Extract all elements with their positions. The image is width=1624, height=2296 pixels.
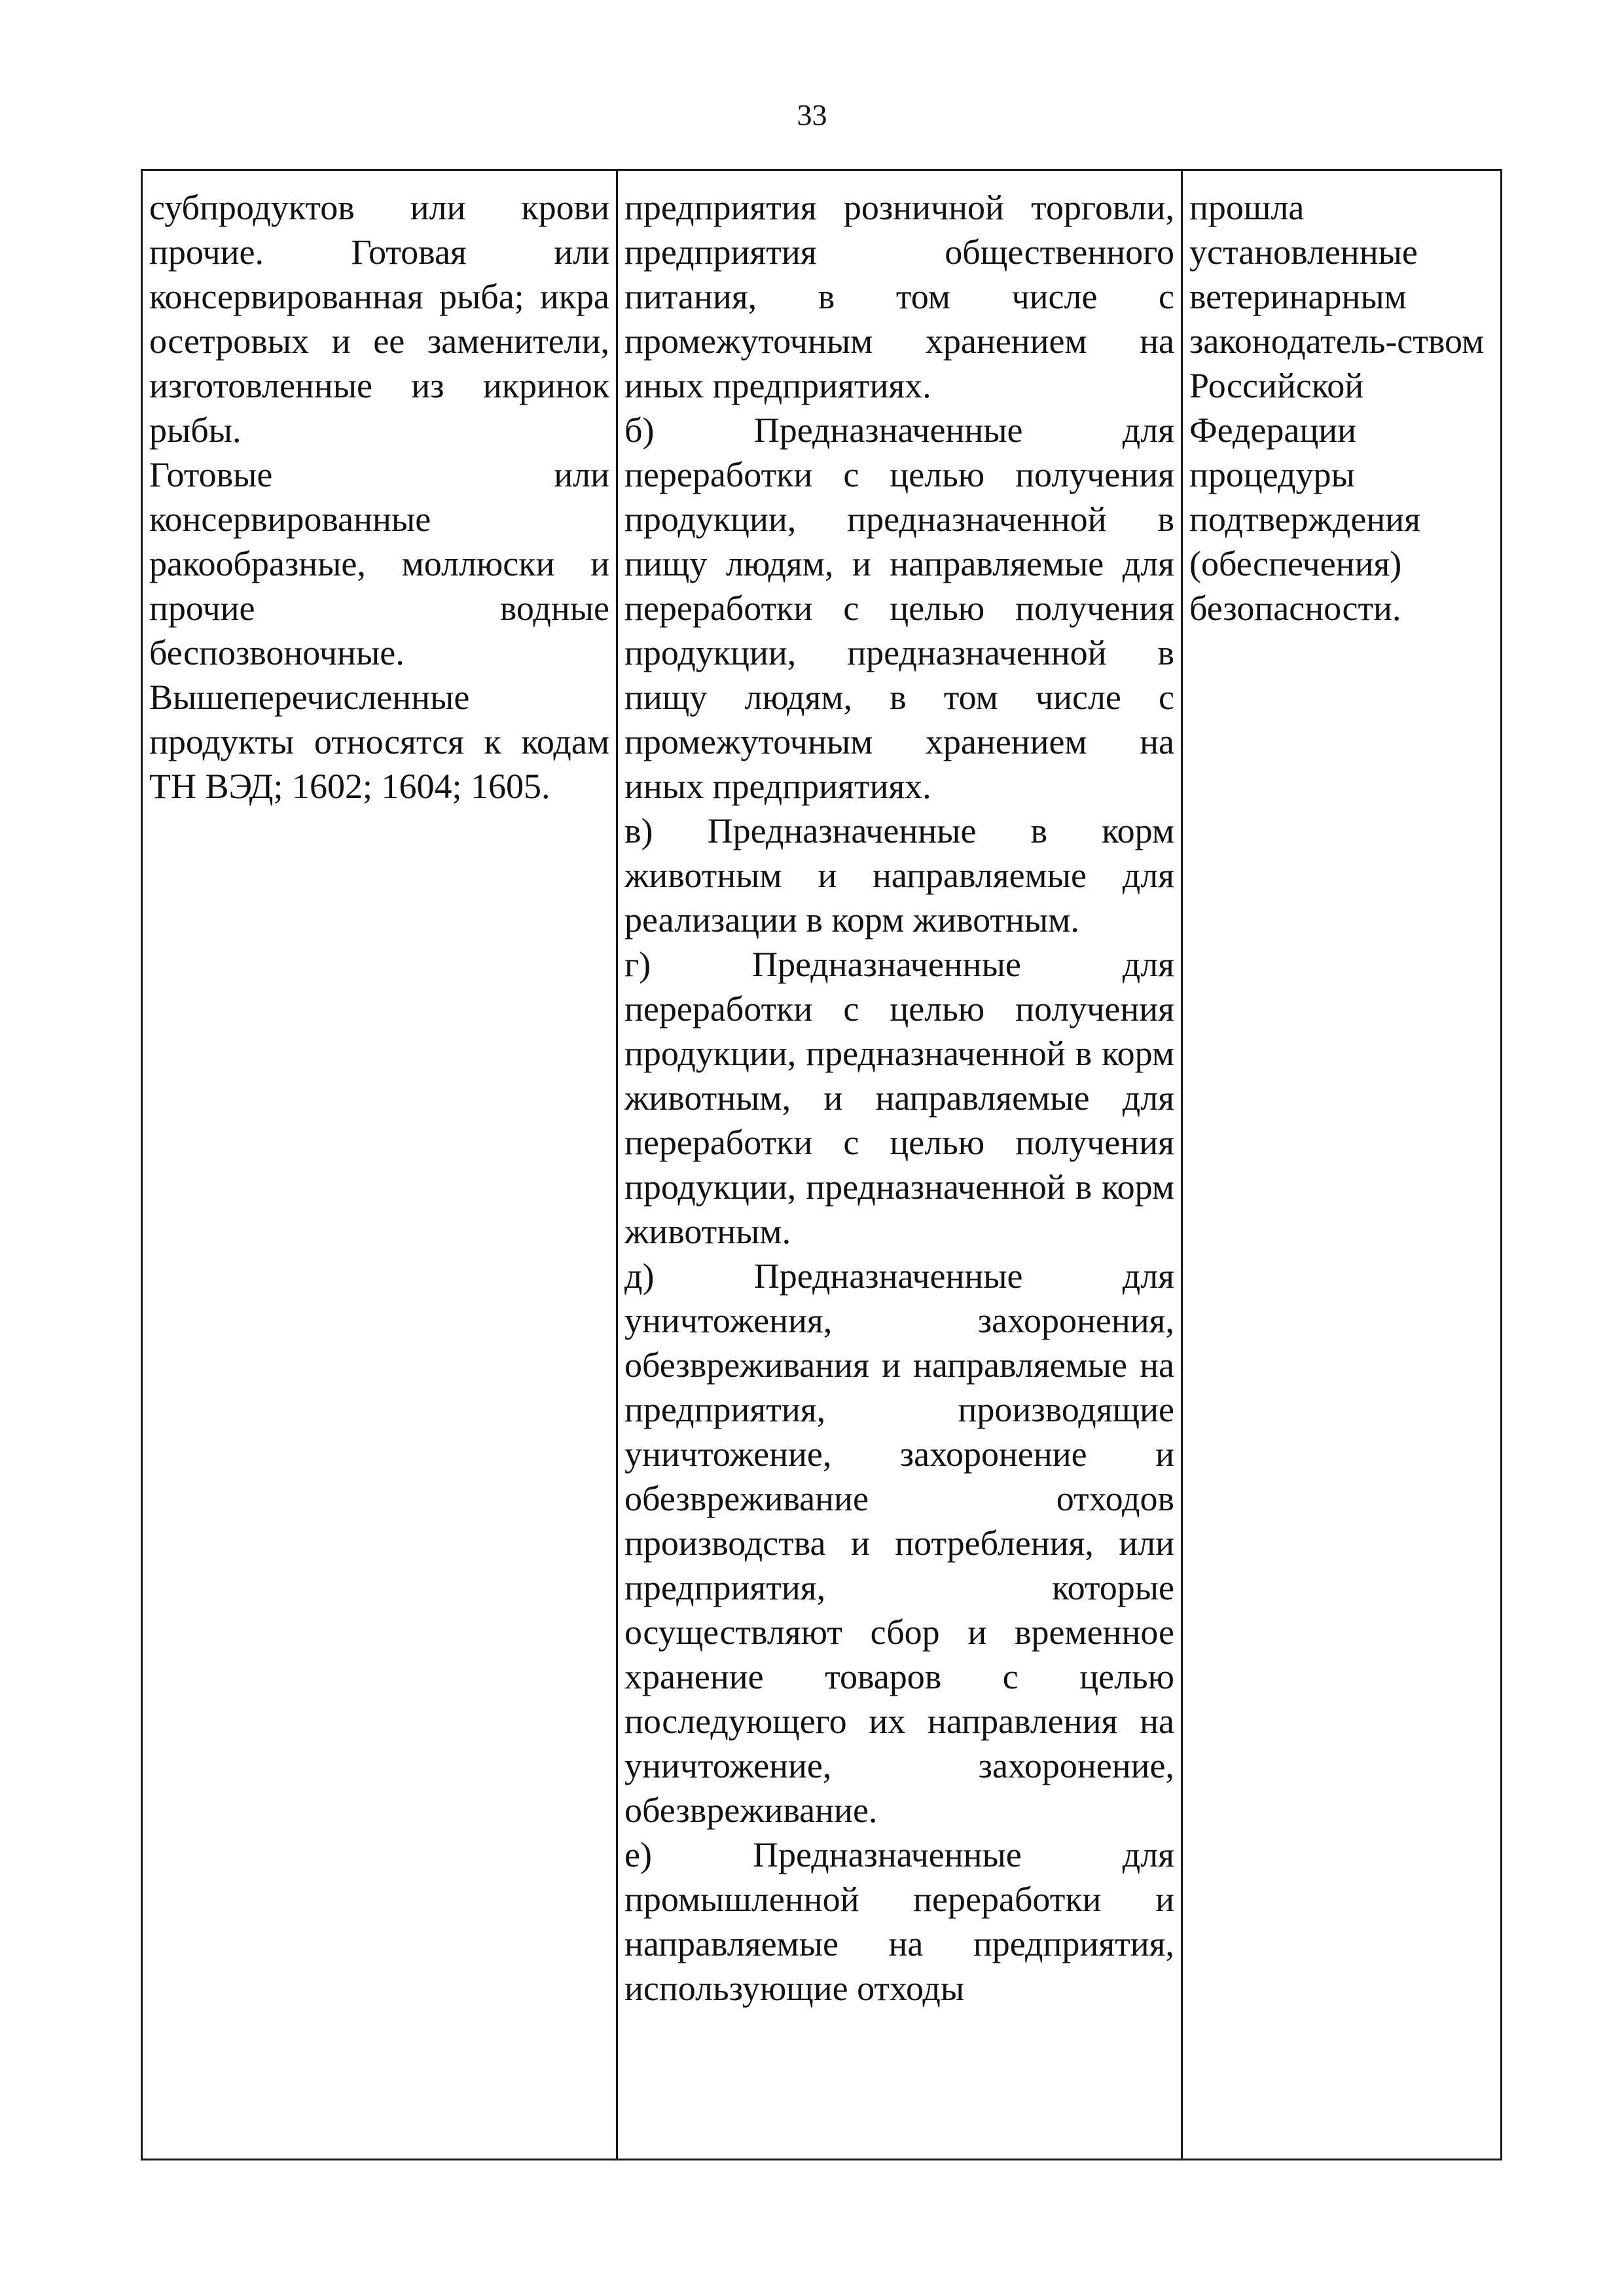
paragraph: е) Предназначенные для промышленной переработки и направляемые на предприятия, использующие отходы — [624, 1835, 1174, 2008]
paragraph: д) Предназначенные для уничтожения, захоронения, обезвреживания и направляемые на предприятия, производящие уничтожение, захоронение и обезвреживание отходов производства и потребления, или предприятия, которые осуществляют сбор и временное хранение товаров с целью последующего их направления на уничтожение, захоронение, обезвреживание. — [624, 1256, 1174, 1830]
table-row — [142, 170, 1502, 2160]
page-number: 33 — [797, 98, 827, 132]
table-cell-products — [142, 170, 617, 2160]
document-table — [141, 169, 1502, 2160]
paragraph: субпродуктов или крови прочие. Готовая или консервированная рыба; икра осетровых и ее заменители, изготовленные из икринок рыбы. — [149, 188, 609, 450]
paragraph: б) Предназначенные для переработки с целью получения продукции, предназначенной в пищу людям, и направляемые для переработки с целью получения продукции, предназначенной в пищу людям, в том числе с промежуточным хранением на иных предприятиях. — [624, 410, 1174, 806]
paragraph: в) Предназначенные в корм животным и направляемые для реализации в корм животным. — [624, 811, 1174, 939]
paragraph: прошла установленные ветеринарным законодатель-ством Российской Федерации процедуры подтверждения (обеспечения) безопасности. — [1189, 188, 1485, 628]
paragraph: г) Предназначенные для переработки с целью получения продукции, предназначенной в корм животным, и направляемые для переработки с целью получения продукции, предназначенной в корм животным. — [624, 945, 1174, 1251]
table-cell-conditions — [1182, 170, 1502, 2160]
table-cell-purpose — [617, 170, 1182, 2160]
paragraph: Вышеперечисленные продукты относятся к кодам ТН ВЭД; 1602; 1604; 1605. — [149, 678, 609, 806]
paragraph: Готовые или консервированные ракообразные, моллюски и прочие водные беспозвоночные. — [149, 455, 609, 672]
paragraph: предприятия розничной торговли, предприятия общественного питания, в том числе с промежуточным хранением на иных предприятиях. — [624, 188, 1174, 405]
